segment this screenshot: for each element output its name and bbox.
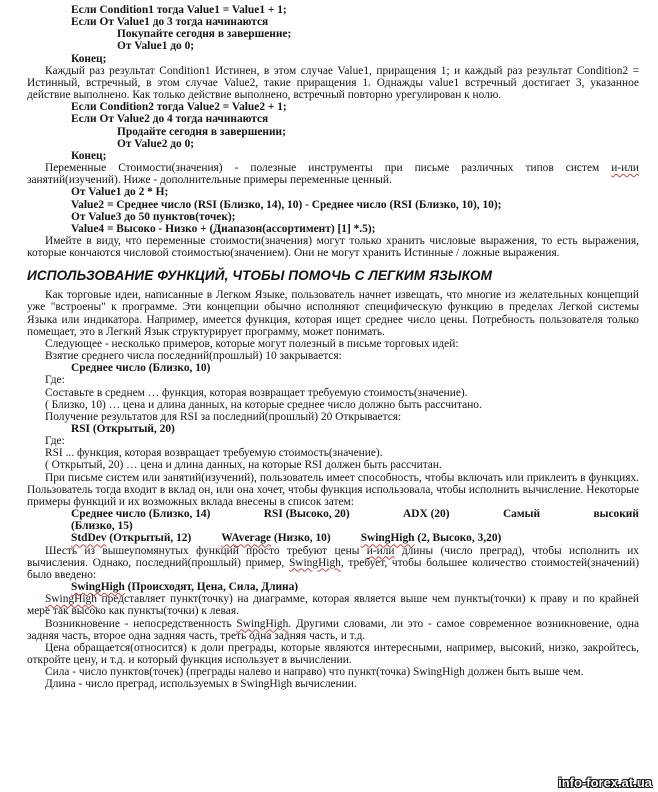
paragraph: Где: xyxy=(45,435,65,448)
code-line: Если Condition2 тогда Value2 = Value2 + 1; xyxy=(71,101,287,114)
code-line: Конец; xyxy=(71,149,107,162)
paragraph: Где: xyxy=(45,374,65,387)
paragraph: Следующее - несколько примеров, которые могут полезный в письме торговых идей: xyxy=(45,337,459,350)
paragraph: Возникновение - непосредственность SwingHigh. Другими словами, ли это - самое современное возникновение, одна задняя часть, второе одна задняя часть, треть одна задняя часть, и т.д. xyxy=(27,617,639,642)
watermark: info-forex.at.ua xyxy=(558,775,652,790)
paragraph: RSI ... функция, которая возвращает требуемую стоимость(значение). xyxy=(45,447,383,460)
paragraph: Получение результатов для RSI за последний(прошлый) 20 Открывается: xyxy=(45,410,402,423)
paragraph: Длина - число преград, используемых в SwingHigh вычислении. xyxy=(45,678,357,691)
section-heading: ИСПОЛЬЗОВАНИЕ ФУНКЦИЙ, ЧТОБЫ ПОМОЧЬ С ЛЕГКИМ ЯЗЫКОМ xyxy=(27,268,492,284)
code-line: От Value3 до 50 пунктов(точек); xyxy=(71,210,236,223)
code-line: От Value2 до 0; xyxy=(117,137,195,150)
code-line: Если От Value2 до 4 тогда начинаются xyxy=(71,113,269,126)
code-line: Среднее число (Близко, 10) xyxy=(71,362,211,375)
code-line: SwingHigh (Происходят, Цена, Сила, Длина) xyxy=(71,581,299,594)
code-line: От Value1 до 0; xyxy=(117,40,195,53)
paragraph: Взятие среднего числа последний(прошлый) 10 закрывается: xyxy=(45,350,342,363)
paragraph: SwingHigh представляет пункт(точку) на диаграмме, которая является выше чем пункты(точки) к праву и по крайней мере так высоко как пункты(точки) к левая. xyxy=(27,593,639,618)
paragraph: ( Близко, 10) … цена и длина данных, на которые среднее число должно быть рассчитано. xyxy=(45,398,482,411)
paragraph: Составьте в среднем … функция, которая возвращает требуемую стоимость(значение). xyxy=(45,386,468,399)
code-line: От Value1 до 2 * H; xyxy=(71,186,169,199)
paragraph: Переменные Стоимости(значения) - полезные инструменты при письме различных типов систем и-или занятий(изучений). Ниже - дополнительные примеры переменные ценный. xyxy=(27,162,639,187)
code-line: Если От Value1 до 3 тогда начинаются xyxy=(71,16,269,29)
code-line: Покупайте сегодня в завершение; xyxy=(117,28,292,41)
function-list-row: StdDev (Открытый, 12) WAverage (Низко, 10) SwingHigh (2, Высоко, 3,20) xyxy=(71,532,502,545)
paragraph: Сила - число пунктов(точек) (преграды налево и направо) что пункт(точка) SwingHigh должен быть выше чем. xyxy=(45,666,584,679)
paragraph: Как торговые идеи, написанные в Легком Языке, пользователь начнет извещать, что многие из желательных концепций уже "встроены" к программе. Эти концепции обычно исполняют специфическую функцию в пределах Легкой системы Языка или индикатора. Например, имеется функция, которая ищет среднее число цены. Потребность пользователя только помещает, это в Легкий Язык структурирует программу, может понимать. xyxy=(27,289,639,338)
function-list-row: Среднее число (Близко, 14) RSI (Высоко, 20) ADX (20) Самый высокий xyxy=(71,508,639,521)
paragraph: ( Открытый, 20) … цена и длина данных, на которые RSI должен быть рассчитан. xyxy=(45,459,442,472)
document-page xyxy=(27,4,639,690)
code-line: Value4 = Высоко - Низко + (Диапазон(ассортимент) [1] *.5); xyxy=(71,222,376,235)
code-line: Если Condition1 тогда Value1 = Value1 + 1; xyxy=(71,4,287,16)
code-line: RSI (Открытый, 20) xyxy=(71,423,175,435)
code-line: Конец; xyxy=(71,52,107,65)
paragraph: Каждый раз результат Condition1 Истинен, в этом случае Value1, приращения 1; и каждый раз результат Condition2 = Истинный, встречный, в этом случае Value2, такие приращения 1. Однажды value1 встречный достигает 3, указанное действие выполнено. Как только действие выполнено, встречный повторно урегулирован к нолю. xyxy=(27,64,639,102)
function-list-row: (Близко, 15) xyxy=(71,520,133,533)
code-line: Продайте сегодня в завершении; xyxy=(117,125,286,138)
paragraph: Имейте в виду, что переменные стоимости(значения) могут только хранить числовые выражения, то есть выражения, которые кончаются числовой стоимостью(значением). Они не могут хранить Истинные / ложные выражения. xyxy=(27,234,639,260)
paragraph: Шесть из вышеупомянутых функций просто требуют цены и-или длины (число преград), чтобы исполнить их вычисления. Однако, последний(прошлый) пример, SwingHigh, требует, чтобы большее количество стоимостей(значений) было введено: xyxy=(27,544,639,581)
code-line: Value2 = Среднее число (RSI (Близко, 14), 10) - Среднее число (RSI (Близко, 10), 10); xyxy=(71,198,502,211)
paragraph: Цена обращается(относится) к доли преграды, которые являются интересными, например, высокий, низко, закройтесь, откройте цену, и т.д. и который функция использует в вычислении. xyxy=(27,641,639,666)
paragraph: При письме систем или занятий(изучений), пользователь имеет способность, чтобы включать или приклеить в функциях. Пользователь тогда входит в вклад он, или она хочет, чтобы функция использовала, чтобы исполнить вычисление. Некоторые примеры функций и их возможных вклада внесены в список затем: xyxy=(27,471,639,508)
